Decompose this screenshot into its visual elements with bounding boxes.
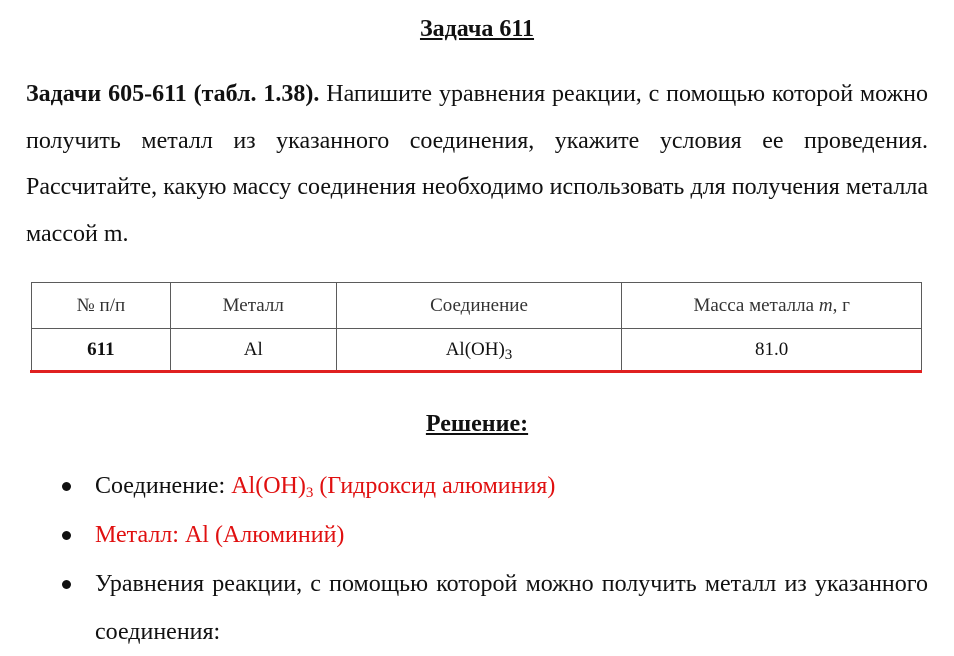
item-metal: Металл: Al (Алюминий) <box>95 522 345 548</box>
cell-metal: Al <box>170 329 336 371</box>
bullet-icon <box>62 531 71 540</box>
cell-compound <box>336 329 622 371</box>
list-item <box>0 462 954 511</box>
header-compound: Соединение <box>336 283 622 329</box>
header-mass <box>622 283 922 329</box>
list-item <box>0 511 954 560</box>
item-equations: Уравнения реакции, с помощью которой можно получить металл из указанного соединения: <box>95 571 928 645</box>
task-statement <box>26 71 928 257</box>
task-text: Напишите уравнения реакции, с помощью которой можно получить металл из указанного соединения, укажите условия ее проведения. Рассчитайте, какую массу соединения необходимо использовать для получения металла массой m. <box>26 81 928 247</box>
data-table <box>31 282 922 371</box>
cell-num: 611 <box>32 329 171 371</box>
solution-title: Решение: <box>425 411 529 437</box>
bullet-icon <box>62 580 71 589</box>
red-underline <box>30 370 922 373</box>
table-header-row <box>32 283 922 329</box>
item-formula-name: (Гидроксид алюминия) <box>313 473 556 499</box>
bullet-icon <box>62 482 71 491</box>
header-mass-var: m <box>818 294 833 316</box>
header-metal: Металл <box>170 283 336 329</box>
item-label: Соединение: <box>95 473 232 499</box>
item-formula-sub: 3 <box>305 485 314 501</box>
header-mass-suffix: , г <box>832 294 850 316</box>
header-mass-prefix: Масса металла <box>693 294 819 316</box>
list-item <box>0 560 954 656</box>
header-num: № п/п <box>32 283 171 329</box>
solution-list <box>0 462 954 656</box>
table-row <box>32 329 922 371</box>
item-formula-base: Al(OH) <box>231 473 306 499</box>
cell-compound-base: Al(OH) <box>445 338 505 360</box>
task-lead: Задачи 605-611 (табл. 1.38). <box>26 81 320 107</box>
cell-compound-sub: 3 <box>504 346 513 363</box>
item-formula <box>231 473 555 499</box>
page-title: Задача 611 <box>419 16 535 42</box>
cell-mass: 81.0 <box>622 329 922 371</box>
